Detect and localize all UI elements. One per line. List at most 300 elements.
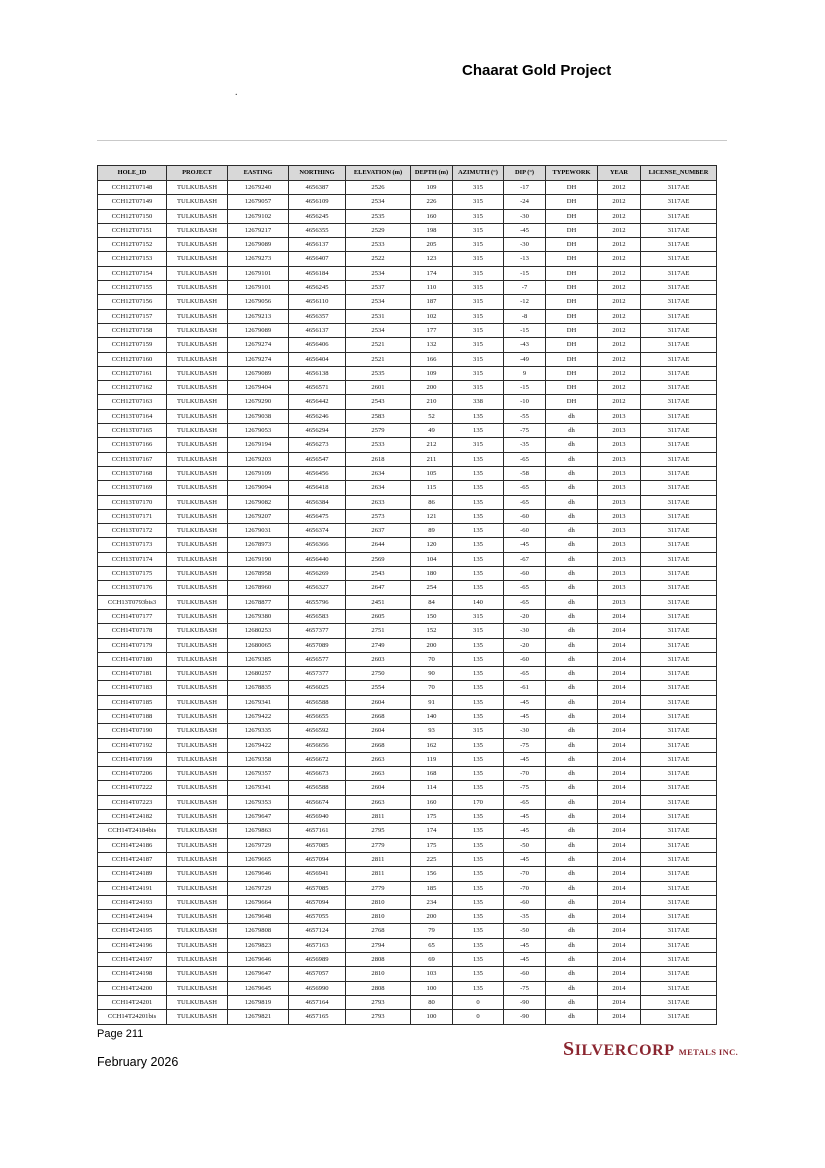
table-cell: 4657164 (289, 995, 346, 1009)
table-cell: 12679056 (228, 295, 289, 309)
table-row (98, 795, 717, 809)
table-cell: CCH14T24189 (98, 867, 167, 881)
table-cell: 135 (453, 409, 504, 423)
table-cell: TULKUBASH (167, 724, 228, 738)
table-cell: 2014 (598, 981, 641, 995)
table-cell: 12679089 (228, 238, 289, 252)
table-row (98, 724, 717, 738)
table-cell: 2012 (598, 366, 641, 380)
table-header-row (98, 166, 717, 181)
table-cell: CCH13T07169 (98, 481, 167, 495)
table-cell: 65 (411, 938, 453, 952)
table-cell: 2012 (598, 252, 641, 266)
table-cell: TULKUBASH (167, 709, 228, 723)
table-cell: CCH14T24196 (98, 938, 167, 952)
table-cell: 3117AE (641, 810, 717, 824)
table-cell: 3117AE (641, 381, 717, 395)
table-cell: 0 (453, 995, 504, 1009)
table-cell: 2522 (346, 252, 411, 266)
table-cell: DH (546, 366, 598, 380)
table-cell: TULKUBASH (167, 381, 228, 395)
table-cell: 3117AE (641, 910, 717, 924)
table-cell: 12679290 (228, 395, 289, 409)
table-cell: CCH14T07222 (98, 781, 167, 795)
table-cell: 2012 (598, 381, 641, 395)
table-cell: 4656418 (289, 481, 346, 495)
table-cell: 2543 (346, 567, 411, 581)
table-cell: TULKUBASH (167, 938, 228, 952)
table-cell: 2779 (346, 838, 411, 852)
table-cell: CCH13T07174 (98, 552, 167, 566)
table-cell: 2604 (346, 724, 411, 738)
table-cell: 3117AE (641, 309, 717, 323)
table-cell: 2012 (598, 181, 641, 195)
table-cell: 315 (453, 295, 504, 309)
table-cell: 12678973 (228, 538, 289, 552)
table-cell: 2014 (598, 967, 641, 981)
table-cell: 12678877 (228, 595, 289, 609)
table-cell: 135 (453, 452, 504, 466)
column-header: ELEVATION (m) (346, 166, 411, 181)
table-cell: TULKUBASH (167, 323, 228, 337)
table-cell: -75 (504, 781, 546, 795)
table-cell: 3117AE (641, 395, 717, 409)
table-cell: CCH12T07154 (98, 266, 167, 280)
table-cell: 4657085 (289, 838, 346, 852)
table-cell: TULKUBASH (167, 266, 228, 280)
table-cell: 135 (453, 981, 504, 995)
table-cell: 12679057 (228, 195, 289, 209)
table-cell: TULKUBASH (167, 223, 228, 237)
table-cell: 12679203 (228, 452, 289, 466)
table-cell: 4656655 (289, 709, 346, 723)
table-cell: 2013 (598, 438, 641, 452)
table-row (98, 538, 717, 552)
table-cell: 3117AE (641, 266, 717, 280)
table-cell: 12680257 (228, 667, 289, 681)
table-cell: -49 (504, 352, 546, 366)
table-cell: CCH14T07185 (98, 695, 167, 709)
table-cell: 3117AE (641, 352, 717, 366)
table-cell: TULKUBASH (167, 738, 228, 752)
table-cell: 3117AE (641, 481, 717, 495)
table-cell: TULKUBASH (167, 1010, 228, 1024)
table-cell: 12679808 (228, 924, 289, 938)
table-cell: 2014 (598, 795, 641, 809)
table-cell: dh (546, 781, 598, 795)
date-label: February 2026 (97, 1055, 179, 1069)
table-cell: 2521 (346, 338, 411, 352)
table-cell: -43 (504, 338, 546, 352)
table-cell: 2014 (598, 852, 641, 866)
table-cell: 12678958 (228, 567, 289, 581)
table-cell: -15 (504, 266, 546, 280)
table-cell: TULKUBASH (167, 309, 228, 323)
header-rule-divider (97, 140, 727, 141)
table-row (98, 252, 717, 266)
table-cell: -90 (504, 995, 546, 1009)
table-cell: -61 (504, 681, 546, 695)
table-cell: 12679031 (228, 524, 289, 538)
table-cell: 4657163 (289, 938, 346, 952)
table-cell: 12679194 (228, 438, 289, 452)
table-cell: 3117AE (641, 524, 717, 538)
table-cell: 3117AE (641, 338, 717, 352)
table-cell: 135 (453, 938, 504, 952)
table-cell: 12679404 (228, 381, 289, 395)
table-cell: 4656327 (289, 581, 346, 595)
table-cell: DH (546, 338, 598, 352)
table-cell: 3117AE (641, 852, 717, 866)
table-cell: 70 (411, 681, 453, 695)
table-cell: 4657085 (289, 881, 346, 895)
table-cell: -45 (504, 852, 546, 866)
table-cell: dh (546, 824, 598, 838)
table-cell: 4656246 (289, 409, 346, 423)
table-cell: 315 (453, 223, 504, 237)
table-cell: 180 (411, 567, 453, 581)
table-cell: -45 (504, 695, 546, 709)
table-cell: -30 (504, 624, 546, 638)
table-cell: 3117AE (641, 624, 717, 638)
table-cell: 2014 (598, 609, 641, 623)
table-cell: 2014 (598, 867, 641, 881)
table-cell: 2014 (598, 709, 641, 723)
table-cell: 4656588 (289, 695, 346, 709)
table-cell: -65 (504, 495, 546, 509)
table-cell: 12679102 (228, 209, 289, 223)
table-cell: dh (546, 867, 598, 881)
table-cell: -15 (504, 323, 546, 337)
table-cell: 4657165 (289, 1010, 346, 1024)
table-cell: dh (546, 938, 598, 952)
table-row (98, 667, 717, 681)
table-cell: 135 (453, 695, 504, 709)
table-cell: CCH14T24201 (98, 995, 167, 1009)
table-cell: 2014 (598, 953, 641, 967)
table-row (98, 852, 717, 866)
table-cell: -75 (504, 738, 546, 752)
table-cell: 2013 (598, 567, 641, 581)
table-cell: 12679664 (228, 895, 289, 909)
table-cell: -60 (504, 652, 546, 666)
table-cell: CCH14T07178 (98, 624, 167, 638)
table-row (98, 223, 717, 237)
table-cell: 4655796 (289, 595, 346, 609)
table-cell: 2573 (346, 509, 411, 523)
table-cell: CCH13T07170 (98, 495, 167, 509)
table-cell: 3117AE (641, 581, 717, 595)
table-cell: 135 (453, 567, 504, 581)
table-row (98, 495, 717, 509)
table-cell: 2751 (346, 624, 411, 638)
table-cell: 4656583 (289, 609, 346, 623)
table-cell: TULKUBASH (167, 495, 228, 509)
table-cell: -60 (504, 524, 546, 538)
table-cell: -10 (504, 395, 546, 409)
table-cell: 12679357 (228, 767, 289, 781)
table-cell: 2793 (346, 1010, 411, 1024)
table-cell: 3117AE (641, 424, 717, 438)
table-cell: -50 (504, 924, 546, 938)
table-cell: 12679273 (228, 252, 289, 266)
table-cell: 254 (411, 581, 453, 595)
table-cell: 110 (411, 281, 453, 295)
table-cell: TULKUBASH (167, 581, 228, 595)
table-row (98, 452, 717, 466)
table-cell: 175 (411, 810, 453, 824)
table-row (98, 323, 717, 337)
table-cell: dh (546, 881, 598, 895)
table-cell: 12680065 (228, 638, 289, 652)
table-cell: 4656404 (289, 352, 346, 366)
table-cell: 12679082 (228, 495, 289, 509)
table-cell: 2535 (346, 366, 411, 380)
table-row (98, 209, 717, 223)
column-header: PROJECT (167, 166, 228, 181)
table-cell: -75 (504, 424, 546, 438)
table-cell: 86 (411, 495, 453, 509)
table-cell: 135 (453, 924, 504, 938)
table-cell: DH (546, 323, 598, 337)
table-cell: 4656656 (289, 738, 346, 752)
table-cell: 3117AE (641, 767, 717, 781)
table-cell: 12679341 (228, 695, 289, 709)
table-cell: 226 (411, 195, 453, 209)
table-cell: 12679380 (228, 609, 289, 623)
table-cell: 12679422 (228, 709, 289, 723)
table-cell: 12679358 (228, 752, 289, 766)
table-cell: 4656941 (289, 867, 346, 881)
table-cell: dh (546, 452, 598, 466)
table-cell: 2604 (346, 695, 411, 709)
table-cell: CCH14T07183 (98, 681, 167, 695)
table-cell: TULKUBASH (167, 409, 228, 423)
table-cell: 135 (453, 838, 504, 852)
table-cell: 3117AE (641, 238, 717, 252)
table-row (98, 895, 717, 909)
table-cell: dh (546, 567, 598, 581)
table-cell: 2668 (346, 709, 411, 723)
table-cell: 135 (453, 881, 504, 895)
table-cell: -30 (504, 238, 546, 252)
table-row (98, 981, 717, 995)
table-cell: 2014 (598, 652, 641, 666)
table-cell: 4656577 (289, 652, 346, 666)
table-cell: CCH14T07180 (98, 652, 167, 666)
table-cell: CCH14T24194 (98, 910, 167, 924)
table-cell: 3117AE (641, 738, 717, 752)
table-cell: -55 (504, 409, 546, 423)
table-cell: 93 (411, 724, 453, 738)
table-cell: 12679819 (228, 995, 289, 1009)
table-row (98, 366, 717, 380)
table-cell: dh (546, 795, 598, 809)
table-cell: 2668 (346, 738, 411, 752)
table-cell: CCH12T07159 (98, 338, 167, 352)
table-cell: 2811 (346, 852, 411, 866)
table-cell: 2013 (598, 409, 641, 423)
table-cell: 12679217 (228, 223, 289, 237)
table-cell: CCH14T24195 (98, 924, 167, 938)
table-cell: TULKUBASH (167, 910, 228, 924)
table-cell: 4657161 (289, 824, 346, 838)
table-cell: 2634 (346, 481, 411, 495)
table-cell: -70 (504, 881, 546, 895)
table-cell: 135 (453, 524, 504, 538)
table-cell: 3117AE (641, 967, 717, 981)
table-cell: 3117AE (641, 281, 717, 295)
table-cell: CCH13T0793bis3 (98, 595, 167, 609)
table-cell: 315 (453, 281, 504, 295)
table-row (98, 595, 717, 609)
table-cell: TULKUBASH (167, 781, 228, 795)
table-cell: -13 (504, 252, 546, 266)
table-cell: 135 (453, 810, 504, 824)
table-cell: 91 (411, 695, 453, 709)
table-cell: 315 (453, 438, 504, 452)
table-cell: 2811 (346, 867, 411, 881)
table-row (98, 695, 717, 709)
table-cell: -67 (504, 552, 546, 566)
table-cell: CCH13T07171 (98, 509, 167, 523)
table-cell: CCH14T24200 (98, 981, 167, 995)
table-cell: -60 (504, 895, 546, 909)
table-cell: TULKUBASH (167, 452, 228, 466)
table-cell: CCH12T07161 (98, 366, 167, 380)
table-cell: 135 (453, 466, 504, 480)
table-cell: 2793 (346, 995, 411, 1009)
table-cell: 4657377 (289, 667, 346, 681)
table-cell: 89 (411, 524, 453, 538)
table-cell: 123 (411, 252, 453, 266)
table-cell: TULKUBASH (167, 295, 228, 309)
table-cell: -60 (504, 967, 546, 981)
table-cell: 2451 (346, 595, 411, 609)
table-cell: DH (546, 266, 598, 280)
table-cell: -12 (504, 295, 546, 309)
page-title: Chaarat Gold Project (462, 62, 612, 79)
table-cell: 140 (453, 595, 504, 609)
table-cell: TULKUBASH (167, 195, 228, 209)
table-cell: 4656940 (289, 810, 346, 824)
table-cell: TULKUBASH (167, 609, 228, 623)
table-cell: 2579 (346, 424, 411, 438)
table-cell: 2014 (598, 895, 641, 909)
table-cell: 3117AE (641, 795, 717, 809)
table-cell: TULKUBASH (167, 466, 228, 480)
table-cell: 109 (411, 366, 453, 380)
column-header: AZIMUTH (°) (453, 166, 504, 181)
table-cell: CCH12T07155 (98, 281, 167, 295)
table-cell: 168 (411, 767, 453, 781)
table-cell: dh (546, 581, 598, 595)
table-cell: 2534 (346, 323, 411, 337)
table-cell: 3117AE (641, 209, 717, 223)
table-cell: dh (546, 810, 598, 824)
table-cell: -60 (504, 509, 546, 523)
table-cell: -45 (504, 223, 546, 237)
table-cell: 2014 (598, 638, 641, 652)
table-cell: 4656672 (289, 752, 346, 766)
table-cell: 198 (411, 223, 453, 237)
table-cell: CCH14T24191 (98, 881, 167, 895)
table-cell: DH (546, 238, 598, 252)
table-cell: CCH13T07172 (98, 524, 167, 538)
table-cell: dh (546, 609, 598, 623)
table-cell: 2604 (346, 781, 411, 795)
table-cell: 12678960 (228, 581, 289, 595)
table-row (98, 181, 717, 195)
table-cell: 3117AE (641, 724, 717, 738)
table-cell: CCH14T07199 (98, 752, 167, 766)
table-cell: 135 (453, 652, 504, 666)
table-cell: TULKUBASH (167, 209, 228, 223)
table-cell: 12679101 (228, 266, 289, 280)
table-cell: dh (546, 1010, 598, 1024)
table-cell: 2794 (346, 938, 411, 952)
table-cell: 12679646 (228, 867, 289, 881)
table-cell: 102 (411, 309, 453, 323)
table-cell: 12679645 (228, 981, 289, 995)
table-cell: -45 (504, 938, 546, 952)
table-cell: -70 (504, 867, 546, 881)
table-cell: 12679089 (228, 366, 289, 380)
table-cell: 166 (411, 352, 453, 366)
table-row (98, 924, 717, 938)
table-cell: dh (546, 667, 598, 681)
table-cell: 4656245 (289, 209, 346, 223)
table-cell: 4656387 (289, 181, 346, 195)
table-cell: 2014 (598, 767, 641, 781)
table-cell: TULKUBASH (167, 767, 228, 781)
table-cell: -30 (504, 209, 546, 223)
table-cell: 2779 (346, 881, 411, 895)
table-cell: -65 (504, 452, 546, 466)
table-cell: 0 (453, 1010, 504, 1024)
table-cell: 3117AE (641, 595, 717, 609)
table-row (98, 652, 717, 666)
table-cell: CCH14T07223 (98, 795, 167, 809)
table-cell: TULKUBASH (167, 352, 228, 366)
table-row (98, 409, 717, 423)
table-cell: dh (546, 752, 598, 766)
table-cell: 135 (453, 481, 504, 495)
table-cell: TULKUBASH (167, 867, 228, 881)
table-cell: -30 (504, 724, 546, 738)
table-cell: 70 (411, 652, 453, 666)
table-cell: 315 (453, 195, 504, 209)
table-cell: 119 (411, 752, 453, 766)
table-cell: -65 (504, 595, 546, 609)
table-cell: 3117AE (641, 181, 717, 195)
table-cell: 2534 (346, 195, 411, 209)
table-cell: 2014 (598, 695, 641, 709)
column-header: YEAR (598, 166, 641, 181)
table-cell: 132 (411, 338, 453, 352)
table-cell: TULKUBASH (167, 438, 228, 452)
table-cell: TULKUBASH (167, 895, 228, 909)
table-cell: 175 (411, 838, 453, 852)
table-cell: 12679823 (228, 938, 289, 952)
table-cell: 4656588 (289, 781, 346, 795)
table-cell: 2014 (598, 910, 641, 924)
table-row (98, 995, 717, 1009)
table-cell: 2012 (598, 395, 641, 409)
table-cell: 2014 (598, 838, 641, 852)
table-cell: 162 (411, 738, 453, 752)
table-row (98, 938, 717, 952)
